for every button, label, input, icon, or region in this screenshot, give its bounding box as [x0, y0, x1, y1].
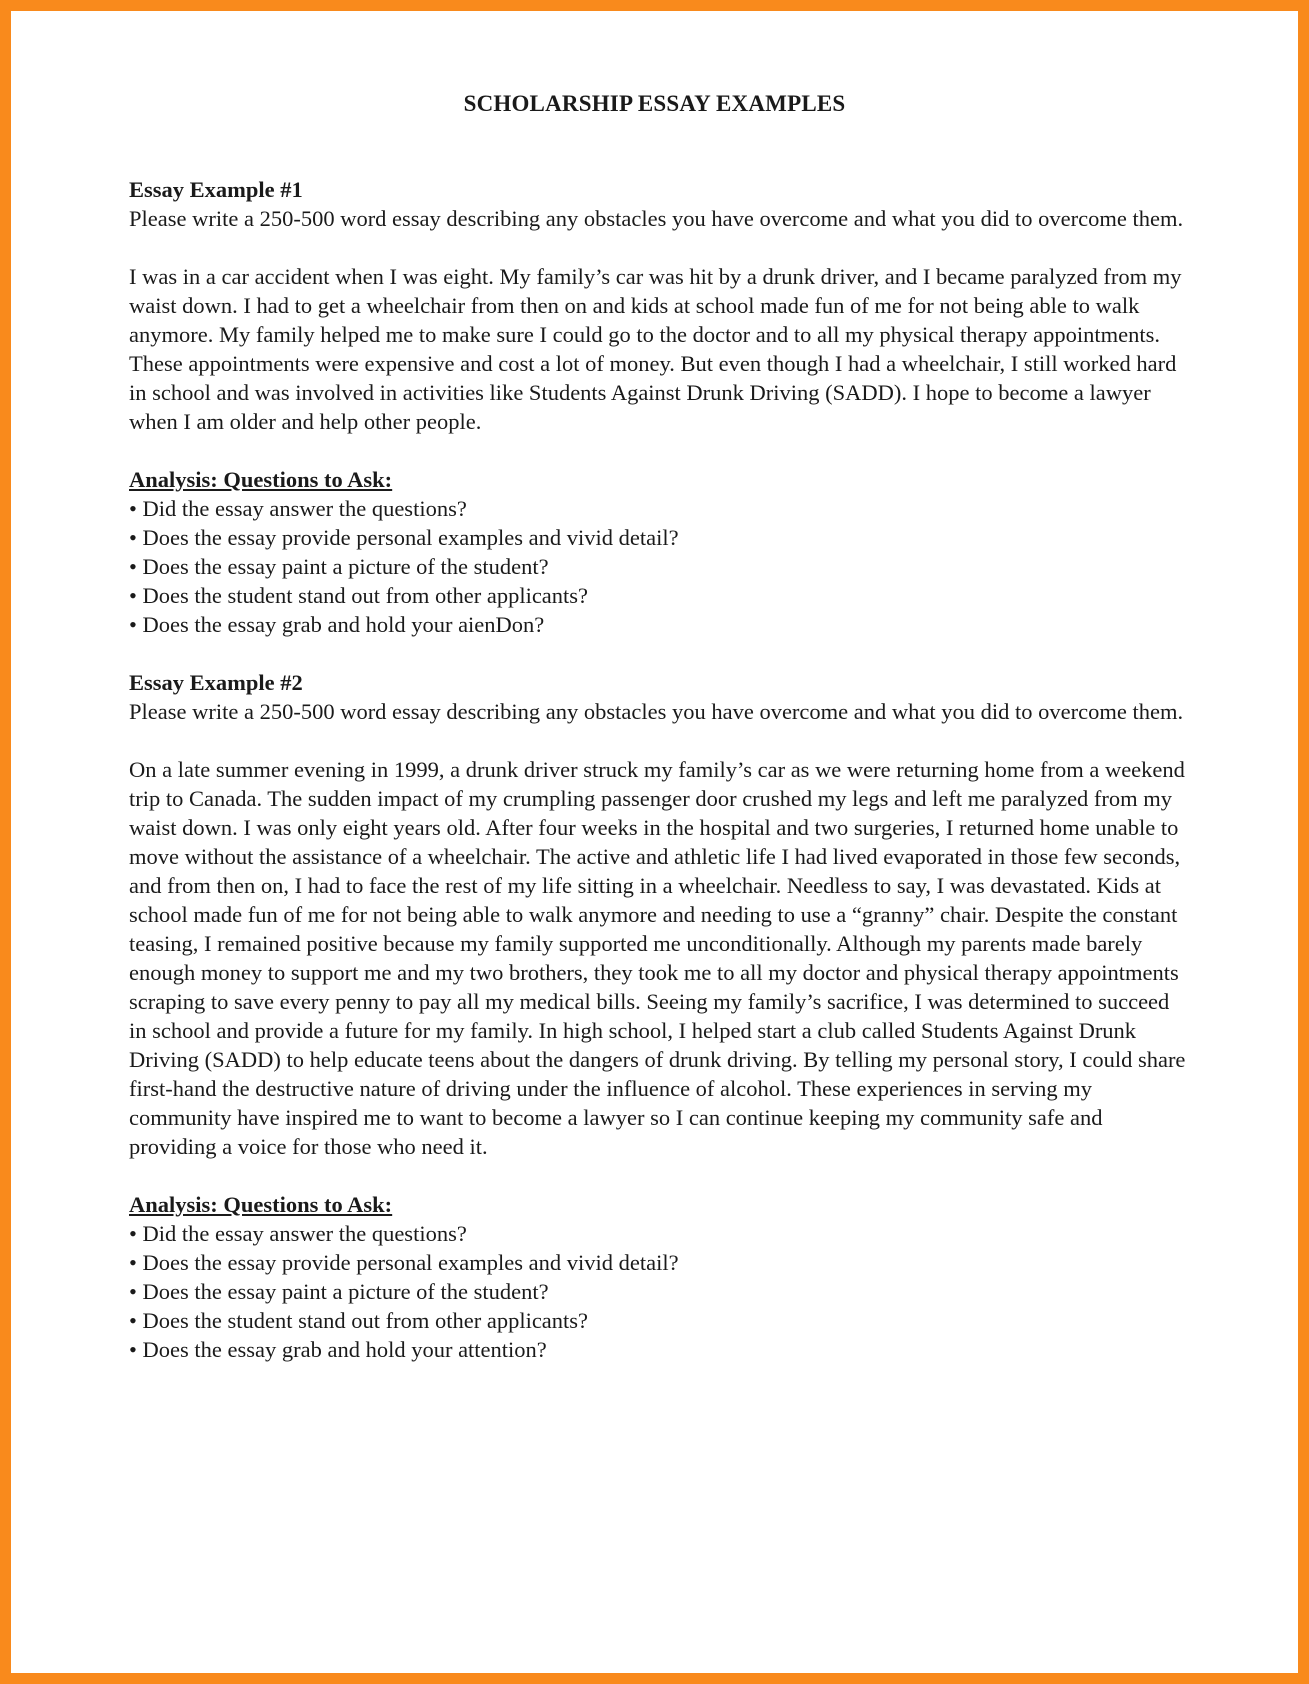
- list-item: • Did the essay answer the questions?: [129, 1219, 1189, 1248]
- list-item: • Did the essay answer the questions?: [129, 494, 1189, 523]
- list-item: • Does the essay paint a picture of the student?: [129, 552, 1189, 581]
- list-item: • Does the student stand out from other applicants?: [129, 1306, 1189, 1335]
- essay-example-2: [129, 668, 1189, 1364]
- analysis-heading: Analysis: Questions to Ask:: [129, 467, 393, 492]
- analysis-heading: Analysis: Questions to Ask:: [129, 1192, 393, 1217]
- essay-prompt: Please write a 250-500 word essay describing any obstacles you have overcome and what you did to overcome them.: [129, 206, 1184, 231]
- list-item: • Does the essay provide personal examples and vivid detail?: [129, 1248, 1189, 1277]
- list-item: • Does the essay paint a picture of the student?: [129, 1277, 1189, 1306]
- essay-prompt: Please write a 250-500 word essay describing any obstacles you have overcome and what you did to overcome them.: [129, 699, 1184, 724]
- document-page: [11, 11, 1298, 1673]
- analysis-questions-list: [129, 1219, 1189, 1364]
- document-content: [129, 175, 1189, 1364]
- document-title: SCHOLARSHIP ESSAY EXAMPLES: [463, 91, 846, 116]
- essay-heading: Essay Example #2: [129, 670, 303, 695]
- essay-body: On a late summer evening in 1999, a drunk driver struck my family’s car as we were returning home from a weekend trip to Canada. The sudden impact of my crumpling passenger door crushed my legs and left me paralyzed from my waist down. I was only eight years old. After four weeks in the hospital and two surgeries, I returned home unable to move without the assistance of a wheelchair. The active and athletic life I had lived evaporated in those few seconds, and from then on, I had to face the rest of my life sitting in a wheelchair. Needless to say, I was devastated. Kids at school made fun of me for not being able to walk anymore and needing to use a “granny” chair. Despite the constant teasing, I remained positive because my family supported me unconditionally. Although my parents made barely enough money to support me and my two brothers, they took me to all my doctor and physical therapy appointments scraping to save every penny to pay all my medical bills. Seeing my family’s sacrifice, I was determined to succeed in school and provide a future for my family. In high school, I helped start a club called Students Against Drunk Driving (SADD) to help educate teens about the dangers of drunk driving. By telling my personal story, I could share first-hand the destructive nature of driving under the influence of alcohol. These experiences in serving my community have inspired me to want to become a lawyer so I can continue keeping my community safe and providing a voice for those who need it.: [129, 757, 1186, 1159]
- essay-example-1: [129, 175, 1189, 639]
- list-item: • Does the essay grab and hold your attention?: [129, 1335, 1189, 1364]
- analysis-questions-list: [129, 494, 1189, 639]
- essay-heading: Essay Example #1: [129, 177, 303, 202]
- list-item: • Does the essay grab and hold your aienDon?: [129, 610, 1189, 639]
- list-item: • Does the student stand out from other applicants?: [129, 581, 1189, 610]
- essay-body: I was in a car accident when I was eight. My family’s car was hit by a drunk driver, and I became paralyzed from my waist down. I had to get a wheelchair from then on and kids at school made fun of me for not being able to walk anymore. My family helped me to make sure I could go to the doctor and to all my physical therapy appointments. These appointments were expensive and cost a lot of money. But even though I had a wheelchair, I still worked hard in school and was involved in activities like Students Against Drunk Driving (SADD). I hope to become a lawyer when I am older and help other people.: [129, 264, 1182, 434]
- list-item: • Does the essay provide personal examples and vivid detail?: [129, 523, 1189, 552]
